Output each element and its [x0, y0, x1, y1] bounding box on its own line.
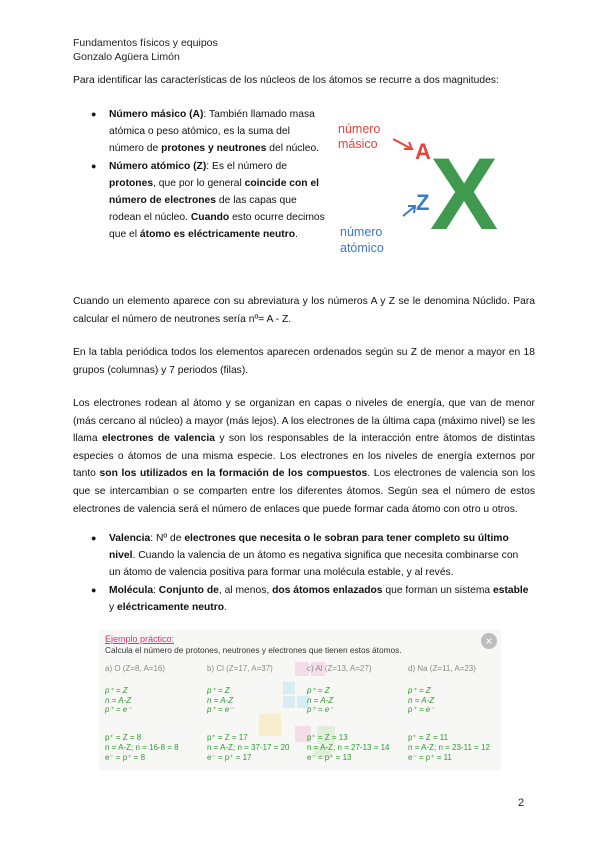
practice-example-card	[99, 630, 501, 770]
bullet-icon: ●	[91, 584, 97, 595]
letter-z: Z	[416, 190, 430, 215]
list-item: ● Valencia: Nº de electrones que necesita o le sobran para tener completo su último nivel. Cuando la valencia de un átomo es negativa significa que necesita combinarse con un átomo de valencia positiva para formar una molécula estable, y al revés.	[91, 530, 531, 582]
nuclide-notation-figure	[330, 112, 515, 270]
atomic-arrow-icon	[403, 207, 414, 216]
list-item: ● Número másico (A): También llamado masa atómica o peso atómico, es la suma del número de protones y neutrones del núcleo.	[91, 106, 327, 158]
electrons-paragraph: Los electrones rodean al átomo y se organizan en capas o niveles de energía, que van de menor (más cercano al núcleo) a mayor (más lejos). A los electrones de la última capa (máximo nivel) se les llama electrones de valencia y son los responsables de la interacción entre átomos de distintas especies o átomos de una misma especie. Los electrones en los niveles de energía externos por tanto son los utilizados en la formación de los compuestos. Los electrones de valencia son los que se intercambian o se comparten entre los diferentes átomos. Según sea el número de estos electrones de valencia será el número de enlaces que puede formar cada átomo con otro u otros.	[73, 398, 536, 515]
intro-paragraph: Para identificar las características de los núcleos de los átomos se recurre a dos magnitudes:	[73, 75, 499, 86]
letter-x: X	[430, 137, 499, 251]
example-instructions: Calcula el número de protones, neutrones y electrones que tienen estos átomos.	[105, 645, 402, 655]
list-item: ● Número atómico (Z): Es el número de protones, que por lo general coincide con el número de electrones de las capas que rodean el núcleo. Cuando esto ocurre decimos que el átomo es eléctricamente neutro.	[91, 158, 327, 244]
atomic-number-label-1: número	[340, 225, 383, 239]
example-column-sodium: d) Na (Z=11, A=23) p⁺ = Z n = A-Z p⁺ = e⁻ p⁺ = Z = 11 n = A-Z; n = 23-11 = 12 e⁻ = p⁺ = 11	[408, 664, 490, 763]
mass-arrow-icon	[393, 139, 410, 148]
bullet-icon: ●	[91, 160, 97, 171]
nucleus-magnitudes-list	[91, 106, 327, 244]
neutron-formula: nº= A - Z	[248, 313, 289, 325]
bullet-icon: ●	[91, 533, 97, 543]
header-course: Fundamentos físicos y equipos	[73, 37, 218, 49]
letter-a: A	[415, 139, 431, 164]
example-column-aluminium: c) Al (Z=13, A=27) p⁺ = Z n = A-Z p⁺ = e⁻ p⁺ = Z = 13 n = A-Z; n = 27-13 = 14 e⁻ = p⁺ = 13	[307, 664, 390, 763]
periodic-table-paragraph: En la tabla periódica todos los elementos aparecen ordenados según su Z de menor a mayor en 18 grupos (columnas) y 7 periodos (filas).	[73, 347, 535, 376]
mass-number-label-2: másico	[338, 137, 378, 151]
example-title: Ejemplo práctico:	[105, 634, 175, 644]
example-column-oxygen: a) O (Z=8, A=16) p⁺ = Z n = A-Z p⁺ = e⁻ p⁺ = Z = 8 n = A-Z; n = 16-8 = 8 e⁻ = p⁺ = 8	[105, 664, 179, 763]
example-column-chlorine: b) Cl (Z=17, A=37) p⁺ = Z n = A-Z p⁺ = e⁻ p⁺ = Z = 17 n = A-Z; n = 37-17 = 20 e⁻ = p⁺ = 17	[207, 664, 290, 763]
mass-number-label-1: número	[338, 122, 381, 136]
valence-molecule-list	[91, 530, 531, 616]
nuclide-paragraph: Cuando un elemento aparece con su abreviatura y los números A y Z se le denomina Núclido. Para calcular el número de neutrones sería nº= A - Z.	[73, 296, 535, 325]
header-author: Gonzalo Agüera Limón	[73, 51, 180, 63]
atomic-number-label-2: atómico	[340, 241, 384, 255]
list-item: ● Molécula: Conjunto de, al menos, dos átomos enlazados que forman un sistema estable y eléctricamente neutro.	[91, 582, 531, 616]
close-icon[interactable]: ×	[481, 633, 497, 649]
bullet-icon: ●	[91, 109, 97, 119]
page-number: 2	[518, 797, 525, 809]
